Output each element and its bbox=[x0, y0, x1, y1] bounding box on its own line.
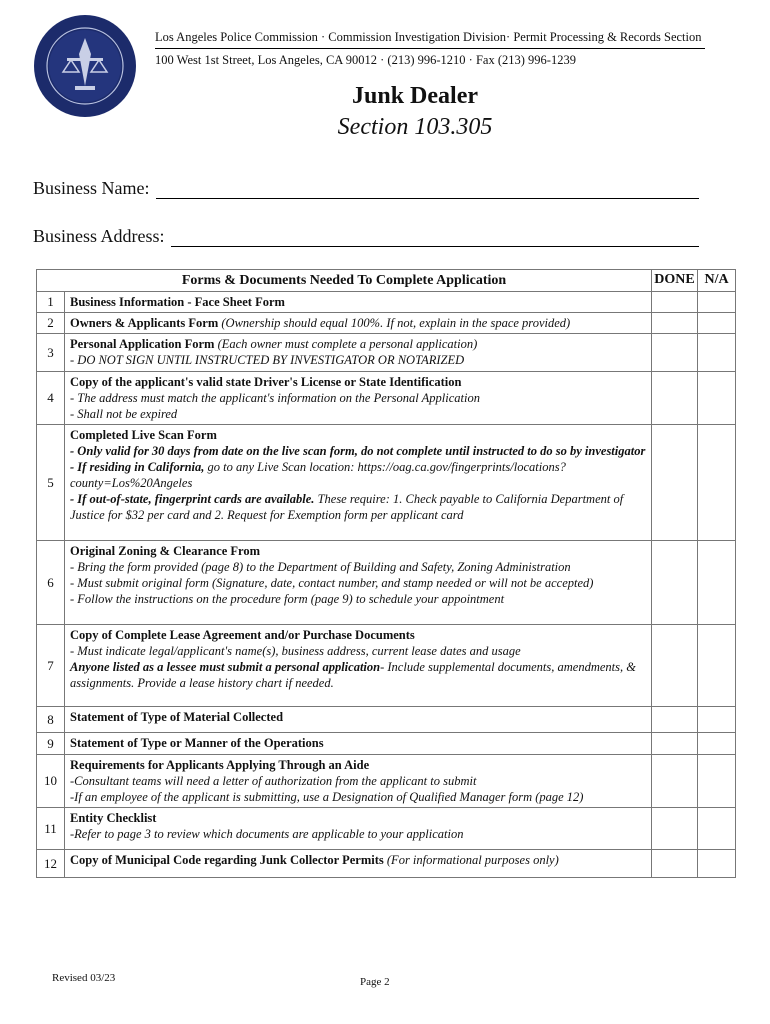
row-detail-text: -If an employee of the applicant is submitting, use a Designation of Qualified Manager form (page 12) bbox=[70, 790, 584, 804]
checklist-row bbox=[37, 334, 736, 372]
row-number: 7 bbox=[37, 625, 65, 707]
row-description bbox=[65, 850, 652, 878]
row-detail-text: -Refer to page 3 to review which documents are applicable to your application bbox=[70, 827, 464, 841]
row-heading-text: Owners & Applicants Form bbox=[70, 316, 222, 330]
na-checkbox-cell[interactable] bbox=[698, 755, 736, 808]
row-detail-text: (For informational purposes only) bbox=[386, 853, 559, 867]
business-address-field[interactable] bbox=[33, 226, 699, 247]
row-detail-text: (Each owner must complete a personal application) bbox=[217, 337, 478, 351]
row-heading-text: Business Information - Face Sheet Form bbox=[70, 295, 285, 309]
checklist-row bbox=[37, 541, 736, 625]
row-number: 11 bbox=[37, 808, 65, 850]
done-checkbox-cell[interactable] bbox=[652, 334, 698, 372]
row-heading-text: Personal Application Form bbox=[70, 337, 218, 351]
row-heading-text: - If residing in California, bbox=[70, 460, 205, 474]
revised-date: Revised 03/23 bbox=[52, 972, 116, 984]
row-number: 2 bbox=[37, 313, 65, 334]
row-number: 6 bbox=[37, 541, 65, 625]
na-checkbox-cell[interactable] bbox=[698, 707, 736, 733]
na-checkbox-cell[interactable] bbox=[698, 313, 736, 334]
row-heading-text: Copy of Municipal Code regarding Junk Collector Permits bbox=[70, 853, 387, 867]
row-heading-text: Anyone listed as a lessee must submit a personal application bbox=[70, 660, 381, 674]
business-address-underline[interactable] bbox=[171, 232, 699, 247]
row-description bbox=[65, 372, 652, 425]
row-number: 1 bbox=[37, 292, 65, 313]
row-heading-text: - Only valid for 30 days from date on the live scan form, do not complete until instructed to do so by investigator bbox=[70, 444, 646, 458]
row-heading-text: Entity Checklist bbox=[70, 811, 157, 825]
row-description bbox=[65, 334, 652, 372]
row-detail-text: - The address must match the applicant's information on the Personal Application bbox=[70, 391, 480, 405]
checklist-row bbox=[37, 372, 736, 425]
row-detail-text: - DO NOT SIGN UNTIL INSTRUCTED BY INVESTIGATOR OR NOTARIZED bbox=[70, 353, 465, 367]
done-checkbox-cell[interactable] bbox=[652, 292, 698, 313]
checklist-row bbox=[37, 425, 736, 541]
na-checkbox-cell[interactable] bbox=[698, 625, 736, 707]
na-checkbox-cell[interactable] bbox=[698, 372, 736, 425]
row-description bbox=[65, 425, 652, 541]
checklist-row bbox=[37, 707, 736, 733]
checklist-row bbox=[37, 292, 736, 313]
org-header-line: Los Angeles Police Commission · Commission Investigation Division· Permit Processing & Records Section bbox=[155, 30, 705, 49]
row-detail-text: - Must indicate legal/applicant's name(s), business address, current lease dates and usage bbox=[70, 644, 521, 658]
row-number: 10 bbox=[37, 755, 65, 808]
done-checkbox-cell[interactable] bbox=[652, 625, 698, 707]
checklist-row bbox=[37, 850, 736, 878]
row-detail-text: - Must submit original form (Signature, date, contact number, and stamp needed or will not be accepted) bbox=[70, 576, 594, 590]
row-description bbox=[65, 808, 652, 850]
done-checkbox-cell[interactable] bbox=[652, 850, 698, 878]
done-checkbox-cell[interactable] bbox=[652, 755, 698, 808]
row-detail-text: These require: 1. Check payable to California Department of Justice for $32 per card and 2. Request for Exemption form per applicant card bbox=[70, 492, 624, 522]
row-detail-text: -Consultant teams will need a letter of authorization from the applicant to submit bbox=[70, 774, 477, 788]
na-checkbox-cell[interactable] bbox=[698, 425, 736, 541]
row-heading-text: Completed Live Scan Form bbox=[70, 428, 217, 442]
business-name-label: Business Name: bbox=[33, 178, 150, 198]
row-number: 8 bbox=[37, 707, 65, 733]
row-detail-text: (Ownership should equal 100%. If not, explain in the space provided) bbox=[221, 316, 571, 330]
row-detail-text: - Bring the form provided (page 8) to the Department of Building and Safety, Zoning Administration bbox=[70, 560, 571, 574]
done-checkbox-cell[interactable] bbox=[652, 425, 698, 541]
done-checkbox-cell[interactable] bbox=[652, 372, 698, 425]
na-column-header: N/A bbox=[698, 270, 736, 292]
row-heading-text: Requirements for Applicants Applying Through an Aide bbox=[70, 758, 370, 772]
row-description bbox=[65, 292, 652, 313]
done-checkbox-cell[interactable] bbox=[652, 541, 698, 625]
na-checkbox-cell[interactable] bbox=[698, 850, 736, 878]
row-heading-text: Statement of Type of Material Collected bbox=[70, 710, 284, 724]
row-number: 9 bbox=[37, 733, 65, 755]
row-number: 3 bbox=[37, 334, 65, 372]
checklist-table bbox=[36, 269, 736, 878]
row-heading-text: - If out-of-state, fingerprint cards are available. bbox=[70, 492, 315, 506]
row-number: 5 bbox=[37, 425, 65, 541]
row-detail-text: - Follow the instructions on the procedure form (page 9) to schedule your appointment bbox=[70, 592, 505, 606]
business-name-field[interactable] bbox=[33, 178, 699, 199]
row-number: 12 bbox=[37, 850, 65, 878]
business-name-underline[interactable] bbox=[156, 184, 699, 199]
na-checkbox-cell[interactable] bbox=[698, 541, 736, 625]
na-checkbox-cell[interactable] bbox=[698, 808, 736, 850]
row-heading-text: Copy of the applicant's valid state Driver's License or State Identification bbox=[70, 375, 462, 389]
checklist-header: Forms & Documents Needed To Complete Application bbox=[37, 270, 652, 292]
row-heading-text: Statement of Type or Manner of the Operations bbox=[70, 736, 324, 750]
row-detail-text: - Shall not be expired bbox=[70, 407, 178, 421]
row-description bbox=[65, 625, 652, 707]
checklist-row bbox=[37, 808, 736, 850]
row-description bbox=[65, 755, 652, 808]
row-description bbox=[65, 707, 652, 733]
row-heading-text: Copy of Complete Lease Agreement and/or Purchase Documents bbox=[70, 628, 415, 642]
page-number: Page 2 bbox=[360, 976, 390, 988]
document-subtitle: Section 103.305 bbox=[337, 114, 493, 140]
done-checkbox-cell[interactable] bbox=[652, 313, 698, 334]
business-address-label: Business Address: bbox=[33, 226, 165, 246]
checklist-row bbox=[37, 625, 736, 707]
checklist-row bbox=[37, 733, 736, 755]
row-detail-text: - Include supplemental documents, amendments, & assignments. Provide a lease history chart if needed. bbox=[70, 660, 636, 690]
done-column-header: DONE bbox=[652, 270, 698, 292]
lapd-seal-logo bbox=[33, 14, 137, 118]
done-checkbox-cell[interactable] bbox=[652, 808, 698, 850]
row-description bbox=[65, 541, 652, 625]
address-header-line: 100 West 1st Street, Los Angeles, CA 90012 · (213) 996-1210 · Fax (213) 996-1239 bbox=[155, 53, 576, 67]
row-number: 4 bbox=[37, 372, 65, 425]
row-heading-text: Original Zoning & Clearance From bbox=[70, 544, 261, 558]
na-checkbox-cell[interactable] bbox=[698, 733, 736, 755]
na-checkbox-cell[interactable] bbox=[698, 334, 736, 372]
na-checkbox-cell[interactable] bbox=[698, 292, 736, 313]
row-description bbox=[65, 733, 652, 755]
row-description bbox=[65, 313, 652, 334]
checklist-row bbox=[37, 755, 736, 808]
row-detail-text: go to any Live Scan location: https://oag.ca.gov/fingerprints/locations?county=Los%20Angeles bbox=[70, 460, 566, 490]
done-checkbox-cell[interactable] bbox=[652, 707, 698, 733]
document-title: Junk Dealer bbox=[352, 83, 478, 109]
done-checkbox-cell[interactable] bbox=[652, 733, 698, 755]
checklist-row bbox=[37, 313, 736, 334]
